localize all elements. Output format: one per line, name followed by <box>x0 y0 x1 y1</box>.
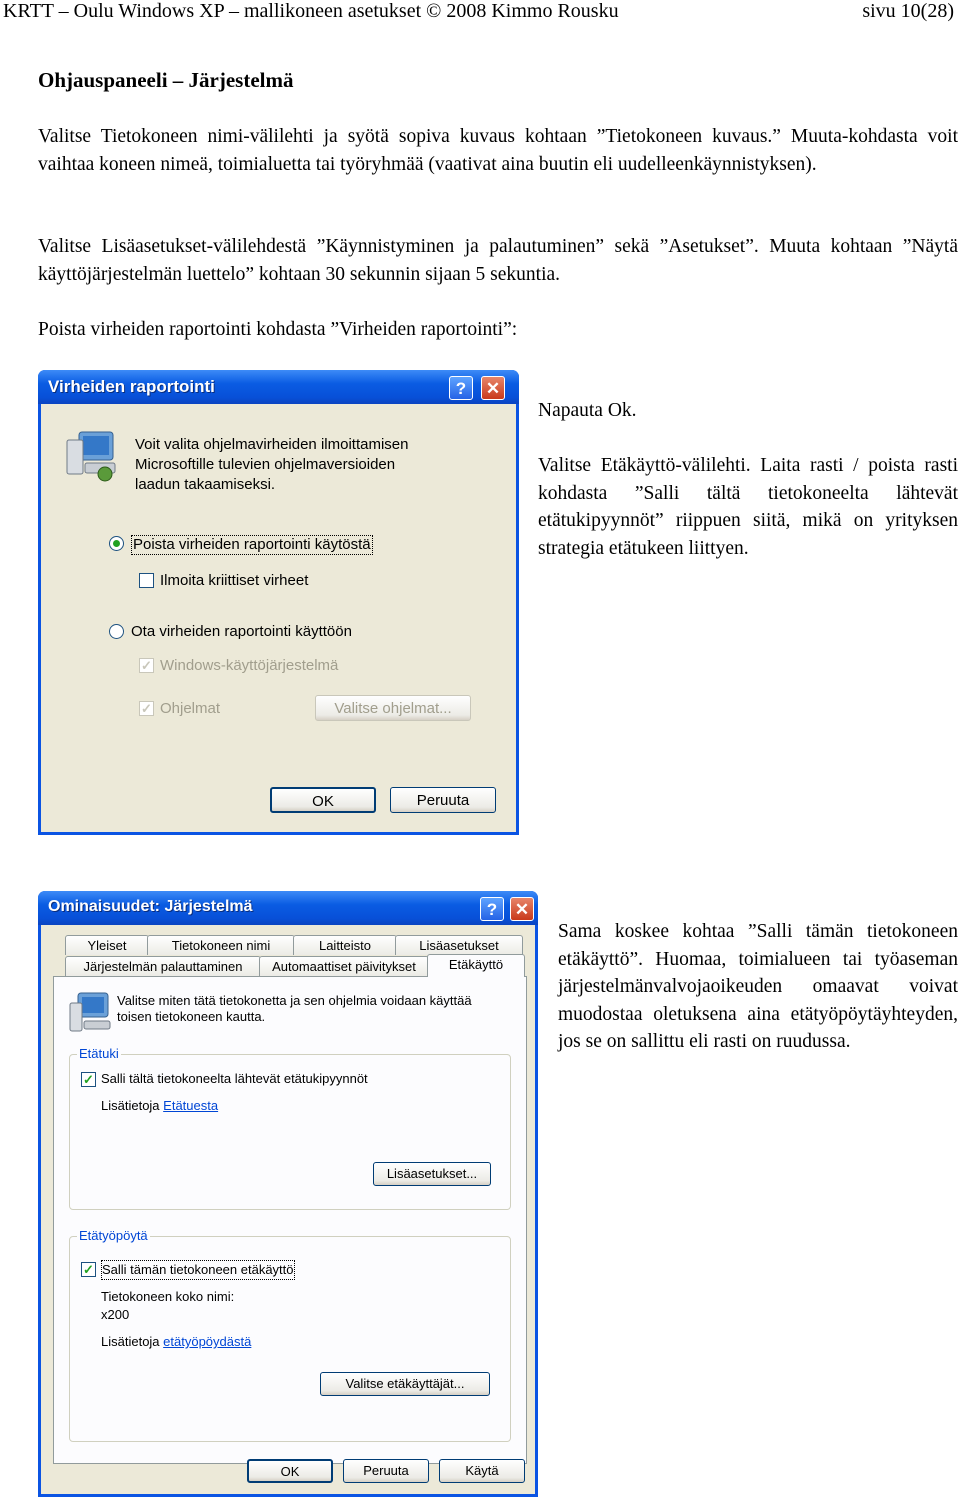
apply-button[interactable]: Käytä <box>439 1459 525 1483</box>
windows-checkbox[interactable]: ✓ <box>139 658 154 673</box>
intro-line: Voit valita ohjelmavirheiden ilmoittamisen <box>135 436 409 453</box>
programs-label[interactable]: Ohjelmat <box>160 700 221 717</box>
error-reporting-dialog <box>38 370 519 835</box>
critical-errors-checkbox[interactable] <box>139 573 154 588</box>
cancel-button[interactable]: Peruuta <box>390 787 496 813</box>
enable-reporting-radio[interactable] <box>109 624 124 639</box>
ok-button[interactable]: OK <box>247 1459 333 1483</box>
tab-panel <box>53 976 527 1464</box>
paragraph: Valitse Tietokoneen nimi-välilehti ja syötä sopiva kuvaus kohtaan ”Tietokoneen kuvaus.” Muuta-kohdasta voit vaihtaa koneen nimeä, toimialuetta tai työryhmää (vaativat aina buutin eli uudelleenkäynnistyksen). <box>38 126 958 175</box>
dialog-title: Virheiden raportointi <box>48 377 215 396</box>
disable-reporting-radio[interactable] <box>109 536 124 551</box>
dialog-titlebar <box>38 370 519 404</box>
remote-assistance-label[interactable]: Salli tältä tietokoneelta lähtevät etätukipyynnöt <box>101 1071 368 1086</box>
intro-line: Microsoftille tulevien ohjelmaversioiden <box>135 456 396 473</box>
disable-reporting-label[interactable]: Poista virheiden raportointi käytöstä <box>133 536 371 553</box>
tab-computer-name[interactable]: Tietokoneen nimi <box>147 935 295 955</box>
enable-reporting-label[interactable]: Ota virheiden raportointi käyttöön <box>131 623 352 640</box>
full-name-value: x200 <box>101 1307 130 1322</box>
remote-desktop-link[interactable]: etätyöpöydästä <box>163 1334 252 1349</box>
windows-label[interactable]: Windows-käyttöjärjestelmä <box>160 657 339 674</box>
programs-checkbox[interactable]: ✓ <box>139 701 154 716</box>
dialog-body <box>41 925 535 1494</box>
group-title: Etätuki <box>79 1046 119 1061</box>
help-icon[interactable]: ? <box>449 376 473 400</box>
help-icon[interactable]: ? <box>480 897 504 921</box>
more-info-assistance <box>101 1097 218 1115</box>
tab-remote[interactable]: Etäkäyttö <box>427 954 525 977</box>
remote-desktop-checkbox[interactable]: ✓ <box>81 1262 96 1277</box>
paragraph: Valitse Lisäasetukset-välilehdestä ”Käynnistyminen ja palautuminen” sekä ”Asetukset”. Muuta kohtaan ”Näytä käyttöjärjestelmän luettelo” kohtaan 30 sekunnin sijaan 5 sekuntia. <box>38 236 958 285</box>
remote-computer-icon <box>68 991 112 1035</box>
tab-hardware[interactable]: Laitteisto <box>293 935 397 955</box>
info-prefix: Lisätietoja <box>101 1098 164 1113</box>
remote-desktop-label[interactable]: Salli tämän tietokoneen etäkäyttö <box>101 1260 295 1280</box>
group-title: Etätyöpöytä <box>79 1228 148 1243</box>
close-icon[interactable]: ✕ <box>481 376 505 400</box>
paragraph: Poista virheiden raportointi kohdasta ”Virheiden raportointi”: <box>38 319 518 340</box>
cancel-button[interactable]: Peruuta <box>343 1459 429 1483</box>
advanced-button[interactable]: Lisäasetukset... <box>373 1162 491 1186</box>
choose-programs-button[interactable]: Valitse ohjelmat... <box>315 695 471 721</box>
intro-line: laadun takaamiseksi. <box>135 476 276 493</box>
side-text: Sama koskee kohtaa ”Salli tämän tietokoneen etäkäyttö”. Huomaa, toimialueen tai työaseman järjestelmänvalvojaoikeuden omaavat voivat muodostaa oletuksena aina etätyöpöytäyhteyden, jos se on sallittu eli rasti on ruudussa. <box>558 921 958 1052</box>
intro-line: Valitse miten tätä tietokonetta ja sen ohjelmia voidaan käyttää <box>117 993 472 1008</box>
ok-button[interactable]: OK <box>270 787 376 813</box>
system-properties-dialog <box>38 891 538 1497</box>
section-heading: Ohjauspaneeli – Järjestelmä <box>38 68 294 92</box>
header-title: KRTT – Oulu Windows XP – mallikoneen asetukset © 2008 Kimmo Rousku <box>3 0 619 22</box>
side-text: Valitse Etäkäyttö-välilehti. Laita rasti / poista rasti kohdasta ”Salli tältä tietokoneelta lähtevät etätukipyynnöt” riippuen siitä, mikä on yrityksen strategia etätukeen liittyen. <box>538 455 958 559</box>
select-users-button[interactable]: Valitse etäkäyttäjät... <box>320 1372 490 1396</box>
info-prefix: Lisätietoja <box>101 1334 164 1349</box>
more-info-desktop <box>101 1333 251 1351</box>
dialog-title: Ominaisuudet: Järjestelmä <box>48 898 253 915</box>
full-name-label: Tietokoneen koko nimi: <box>101 1289 235 1304</box>
computer-icon <box>65 430 119 482</box>
page-number: sivu 10(28) <box>862 0 954 22</box>
dialog-body <box>41 404 516 832</box>
critical-errors-label[interactable]: Ilmoita kriittiset virheet <box>160 572 309 589</box>
close-icon[interactable]: ✕ <box>510 897 534 921</box>
tab-system-restore[interactable]: Järjestelmän palauttaminen <box>65 956 261 976</box>
tab-general[interactable]: Yleiset <box>65 935 149 955</box>
dialog-titlebar <box>38 891 538 925</box>
side-text: Napauta Ok. <box>538 400 637 421</box>
page-header <box>0 0 960 30</box>
intro-line: toisen tietokoneen kautta. <box>117 1009 266 1024</box>
remote-assistance-checkbox[interactable]: ✓ <box>81 1072 96 1087</box>
tab-automatic-updates[interactable]: Automaattiset päivitykset <box>259 956 429 976</box>
tab-advanced[interactable]: Lisäasetukset <box>395 935 523 955</box>
remote-assistance-link[interactable]: Etätuesta <box>163 1098 219 1113</box>
